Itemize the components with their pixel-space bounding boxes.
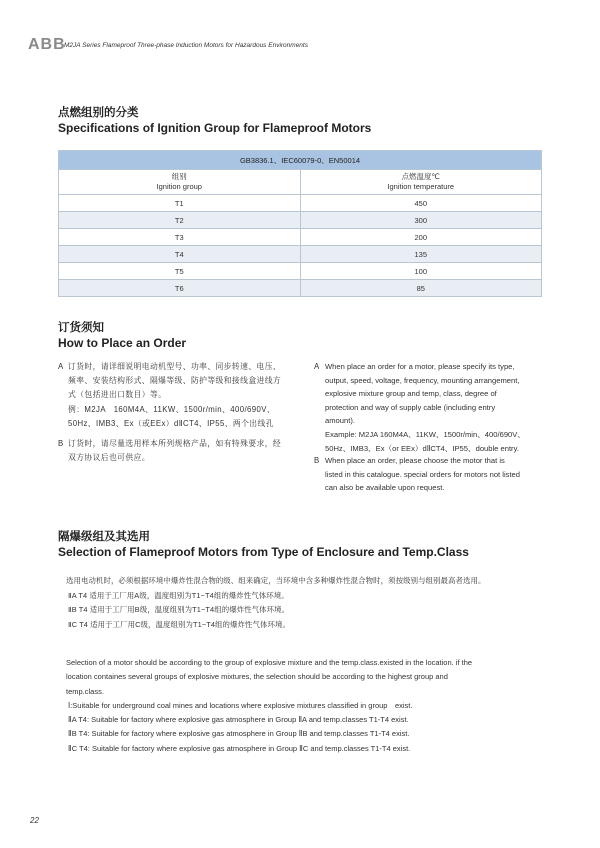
- text-line: Selection of a motor should be according to the group of explosive mixture and the temp.class.existed in the location. if the: [66, 658, 473, 667]
- text-line: Example: M2JA 160M4A、11KW、1500r/min、400/690V、: [325, 429, 525, 439]
- table-header-temp: [300, 170, 542, 195]
- cell-temp: 100: [300, 263, 542, 280]
- text-line: can also be available upon request.: [325, 483, 445, 493]
- table-row: [59, 246, 542, 263]
- table-header-group: [59, 170, 301, 195]
- en-a-marker: A: [314, 362, 320, 371]
- text-line: explosive mixture group and temp, class, degree of: [325, 389, 497, 399]
- text-line: 频率、安装结构形式、隔爆等级、防护等级和接线盒进线方: [68, 376, 282, 386]
- section3-title-cn: 隔爆级组及其选用: [58, 531, 150, 543]
- table-row: [59, 263, 542, 280]
- en-b-marker: B: [314, 456, 320, 465]
- table-row: [59, 212, 542, 229]
- order-en-b: [325, 454, 545, 495]
- cell-temp: 135: [300, 246, 542, 263]
- text-line: 50Hz、IMB3、Ex（或EEx）dⅡCT4、IP55、两个出线孔: [68, 418, 274, 428]
- text-line: amount).: [325, 416, 355, 426]
- header-temp-cn: 点燃温度℃: [401, 172, 440, 181]
- text-line: ⅡA T4 适用于工厂用A级，温度组别为T1~T4组的爆炸性气体环境。: [68, 590, 289, 600]
- text-line: ⅡB T4: Suitable for factory where explosive gas atmosphere in Group ⅡB and temp.classes T1-T4 exist.: [68, 729, 410, 739]
- table-row: [59, 280, 542, 297]
- text-line: 订货时，请详细说明电动机型号、功率、同步转速、电压、: [68, 362, 282, 371]
- cn-b-marker: B: [58, 439, 64, 448]
- text-line: Ⅰ:Suitable for underground coal mines and locations where explosive mixtures classified in group exist.: [68, 700, 413, 710]
- text-line: 50Hz、IMB3、Ex（or EEx）dⅡCT4、IP55、double entry.: [325, 443, 519, 453]
- text-line: 选用电动机时，必须根据环境中爆炸性混合物的级、组来确定，当环境中含多种爆炸性混合物时，须按级别与组别最高者选用。: [66, 576, 486, 585]
- cell-group: T6: [59, 280, 301, 297]
- cell-temp: 450: [300, 195, 542, 212]
- section1-title-cn: 点燃组别的分类: [58, 107, 139, 119]
- section3-title-en: Selection of Flameproof Motors from Type of Enclosure and Temp.Class: [58, 545, 469, 559]
- running-title: M2JA Series Flameproof Three-phase Induction Motors for Hazardous Environments: [64, 42, 308, 49]
- text-line: ⅡC T4 适用于工厂用C级，温度组别为T1~T4组的爆炸性气体环境。: [68, 619, 290, 629]
- order-cn-a: [68, 360, 304, 431]
- header-group-cn: 组别: [171, 172, 187, 181]
- selection-en: [66, 656, 552, 756]
- abb-logo: ABB: [28, 36, 66, 53]
- table-row: [59, 195, 542, 212]
- cn-a-marker: A: [58, 362, 64, 371]
- section2-title-cn: 订货须知: [58, 322, 104, 334]
- text-line: ⅡA T4: Suitable for factory where explosive gas atmosphere in Group ⅡA and temp.classes T1-T4 exist.: [68, 715, 409, 725]
- cell-group: T5: [59, 263, 301, 280]
- text-line: protection and way of supply cable (including entry: [325, 402, 496, 412]
- text-line: listed in this catalogue. special orders for motors not listed: [325, 469, 521, 479]
- table-standards: GB3836.1、IEC60079-0、EN50014: [59, 151, 542, 170]
- cell-temp: 300: [300, 212, 542, 229]
- ignition-group-table: [58, 150, 542, 297]
- cell-temp: 85: [300, 280, 542, 297]
- text-line: 双方协议后也可供应。: [68, 453, 150, 463]
- text-line: location containes several groups of explosive mixtures, the selection should be according to the highest group and: [66, 672, 448, 682]
- order-cn-b: [68, 437, 304, 465]
- cell-temp: 200: [300, 229, 542, 246]
- text-line: When place an order for a motor, please specify its type,: [325, 362, 515, 371]
- text-line: ⅡC T4: Suitable for factory where explosive gas atmosphere in Group ⅡC and temp.classes T1-T4 exist.: [68, 743, 411, 753]
- selection-cn: [66, 574, 552, 632]
- section2-title-en: How to Place an Order: [58, 336, 187, 350]
- cell-group: T3: [59, 229, 301, 246]
- text-line: ⅡB T4 适用于工厂用B级，温度组别为T1~T4组的爆炸性气体环境。: [68, 605, 290, 615]
- page-number: 22: [30, 816, 39, 825]
- text-line: When place an order, please choose the motor that is: [325, 456, 505, 465]
- header-group-en: Ignition group: [156, 182, 202, 191]
- table-row: [59, 229, 542, 246]
- text-line: output, speed, voltage, frequency, mounting arrangement,: [325, 375, 520, 385]
- order-en-a: [325, 360, 545, 455]
- header-temp-en: Ignition temperature: [387, 182, 455, 191]
- cell-group: T4: [59, 246, 301, 263]
- cell-group: T2: [59, 212, 301, 229]
- cell-group: T1: [59, 195, 301, 212]
- text-line: 式（包括进出口数目）等。: [68, 390, 167, 400]
- text-line: 订货时，请尽量选用样本所列规格产品，如有特殊要求，经: [68, 439, 282, 448]
- section1-title-en: Specifications of Ignition Group for Flameproof Motors: [58, 121, 372, 135]
- text-line: 例：M2JA 160M4A、11KW、1500r/min、400/690V、: [68, 404, 276, 414]
- text-line: temp.class.: [66, 686, 104, 696]
